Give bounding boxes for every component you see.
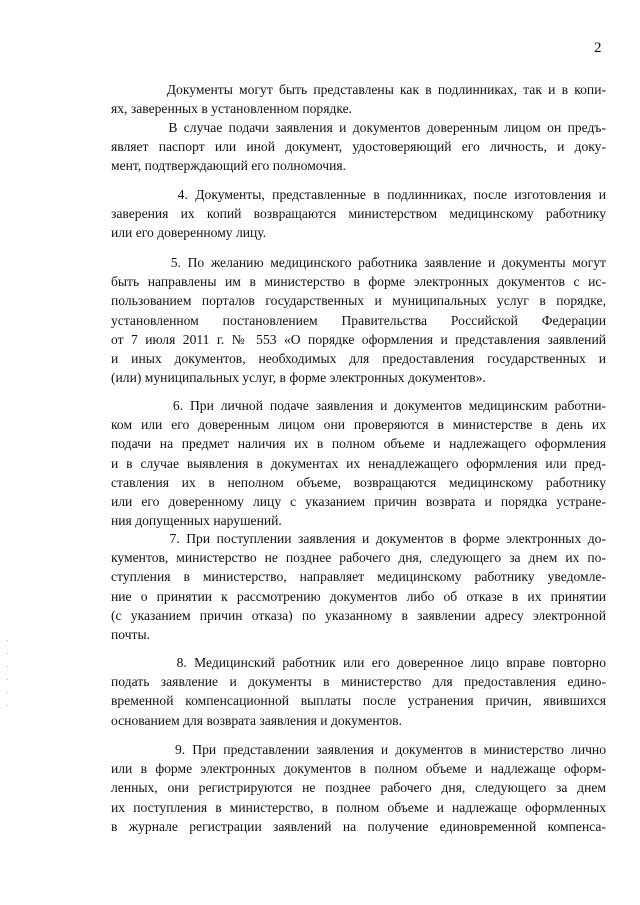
- text-line: пользованием порталов государственных и муниципальных услуг в порядке,: [111, 293, 606, 309]
- text-line: 6. При личной подаче заявления и документов медицинским работни-: [111, 398, 606, 413]
- page-number: 2: [594, 40, 602, 56]
- text-line: или его доверенному лицу с указанием причин возврата и порядка устране-: [111, 494, 606, 510]
- text-line: мент, подтверждающий его полномочия.: [111, 158, 347, 174]
- text-line: ния допущенных нарушений.: [111, 513, 282, 529]
- text-line: ленных, они регистрируются не позднее рабочего дня, следующего за днем: [111, 780, 606, 796]
- paragraph-item-8: [111, 653, 606, 730]
- text-line: временной компенсационной выплаты после устранения причин, явившихся: [111, 693, 606, 709]
- text-line: почты.: [111, 627, 151, 643]
- text-line: кументов, министерство не позднее рабочего дня, следующего за днем их по-: [111, 550, 606, 566]
- paragraph-proxy-submission: [111, 118, 606, 176]
- margin-scan-marks: [7, 640, 9, 718]
- text-line: 8. Медицинский работник или его доверенное лицо вправе повторно: [111, 655, 606, 670]
- text-line: заверения их копий возвращаются министерством медицинскому работнику: [111, 206, 606, 222]
- text-line: Документы могут быть представлены как в подлинниках, так и в копи-: [111, 82, 606, 97]
- paragraph-item-6: [111, 396, 606, 530]
- text-line: и иных документов, необходимых для предоставления государственных и: [111, 351, 606, 367]
- text-line: (или) муниципальных услуг, в форме электронных документов».: [111, 370, 486, 386]
- text-line: ступления в министерство, направляет медицинскому работнику уведомле-: [111, 569, 606, 585]
- text-line: 4. Документы, представленные в подлинниках, после изготовления и: [111, 187, 606, 202]
- text-line: подачи на предмет наличия их в полном объеме и надлежащего оформления: [111, 436, 606, 452]
- paragraph-item-5: [111, 253, 606, 387]
- text-line: 5. По желанию медицинского работника заявление и документы могут: [111, 255, 606, 270]
- text-line: быть направлены им в министерство в форме электронных документов с ис-: [111, 274, 606, 290]
- text-line: установленном постановлением Правительства Российской Федерации: [111, 312, 606, 328]
- text-line: или в форме электронных документов в полном объеме и надлежаще оформ-: [111, 761, 606, 777]
- text-line: основанием для возврата заявления и документов.: [111, 712, 402, 728]
- paragraph-documents-originals: [111, 80, 606, 118]
- text-line: являет паспорт или иной документ, удостоверяющий его личность, и доку-: [111, 139, 606, 155]
- paragraph-item-7: [111, 529, 606, 644]
- text-line: их поступления в министерство, в полном объеме и надлежаще оформленных: [111, 799, 606, 815]
- text-line: 7. При поступлении заявления и документов в форме электронных до-: [111, 531, 606, 546]
- text-line: от 7 июля 2011 г. № 553 «О порядке оформления и представления заявлений: [111, 331, 606, 347]
- text-line: или его доверенному лицу.: [111, 225, 267, 241]
- text-line: ние о принятии к рассмотрению документов либо об отказе в их принятии: [111, 588, 606, 604]
- text-line: В случае подачи заявления и документов доверенным лицом он предъ-: [111, 120, 606, 135]
- text-line: (с указанием причин отказа) по указанному в заявлении адресу электронной: [111, 607, 606, 623]
- paragraph-item-4: [111, 185, 606, 243]
- text-line: подать заявление и документы в министерство для предоставления едино-: [111, 674, 606, 690]
- text-line: ях, заверенных в установленном порядке.: [111, 101, 353, 117]
- text-line: ставления их в неполном объеме, возвращаются медицинскому работнику: [111, 474, 606, 490]
- paragraph-item-9: [111, 740, 606, 836]
- text-line: 9. При представлении заявления и документов в министерство лично: [111, 742, 606, 757]
- text-line: и в случае выявления в документах их ненадлежащего оформления или пред-: [111, 455, 606, 471]
- text-line: ком или его доверенным лицом они проверяются в министерстве в день их: [111, 417, 606, 433]
- text-line: в журнале регистрации заявлений на получение единовременной компенса-: [111, 818, 606, 834]
